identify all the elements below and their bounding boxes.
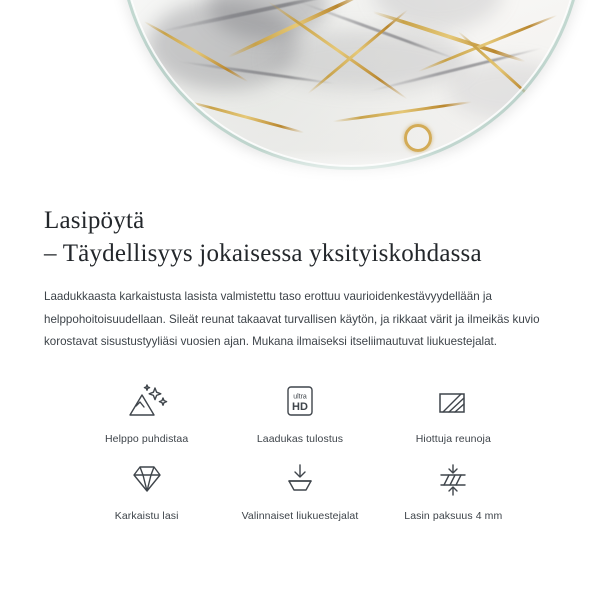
- hero-image: [0, 0, 600, 190]
- anti-slip-feet-icon: [277, 457, 323, 501]
- gold-vein: [333, 101, 472, 123]
- feature-label: Helppo puhdistaa: [104, 432, 189, 445]
- feature-label: Laadukas tulostus: [256, 432, 344, 445]
- ultra-hd-icon: [277, 380, 323, 424]
- product-description-text: Laadukkaasta karkaistusta lasista valmistettu taso erottuu vaurioidenkestävyydellään ja helppohoitoisuudellaan. Sileät reunat takaavat turvallisen käytön, ja rikkaat värit ja ilmeikäs kuvio korostavat sisustustyyliäsi vuosien ajan. Mukana ilmaiseksi itseliimautuvat liukuestejalat.: [44, 290, 540, 349]
- hero-fade-overlay: [0, 150, 600, 190]
- content-area: [0, 190, 600, 522]
- marble-smudge: [268, 30, 468, 90]
- headline-line-2: – Täydellisyys jokaisessa yksityiskohdassa: [44, 240, 482, 267]
- feature-label: Valinnaiset liukuestejalat: [241, 509, 359, 522]
- feature-item-thickness: [377, 457, 530, 522]
- feature-item-anti-slip-feet: [223, 457, 376, 522]
- thickness-icon: [430, 457, 476, 501]
- sparkle-cloth-icon: [124, 380, 170, 424]
- glass-table-surface: [118, 0, 584, 170]
- marble-smudge: [448, 60, 568, 120]
- feature-label: Karkaistu lasi: [114, 509, 179, 522]
- feature-label: Hiottuja reunoja: [415, 432, 491, 445]
- gold-ring-accent: [404, 124, 432, 152]
- gold-vein: [188, 100, 305, 133]
- marble-smudge: [373, 0, 503, 30]
- feature-item-easy-clean: [70, 380, 223, 445]
- polished-edges-icon: [430, 380, 476, 424]
- svg-text:ultra: ultra: [293, 393, 307, 401]
- feature-item-ultra-hd: [223, 380, 376, 445]
- page-title: [44, 204, 556, 270]
- svg-text:HD: HD: [292, 400, 308, 413]
- headline-line-1: Lasipöytä: [44, 207, 145, 234]
- diamond-icon: [124, 457, 170, 501]
- feature-label: Lasin paksuus 4 mm: [404, 509, 503, 522]
- feature-item-polished-edges: [377, 380, 530, 445]
- feature-item-tempered-glass: [70, 457, 223, 522]
- feature-grid: [44, 380, 556, 522]
